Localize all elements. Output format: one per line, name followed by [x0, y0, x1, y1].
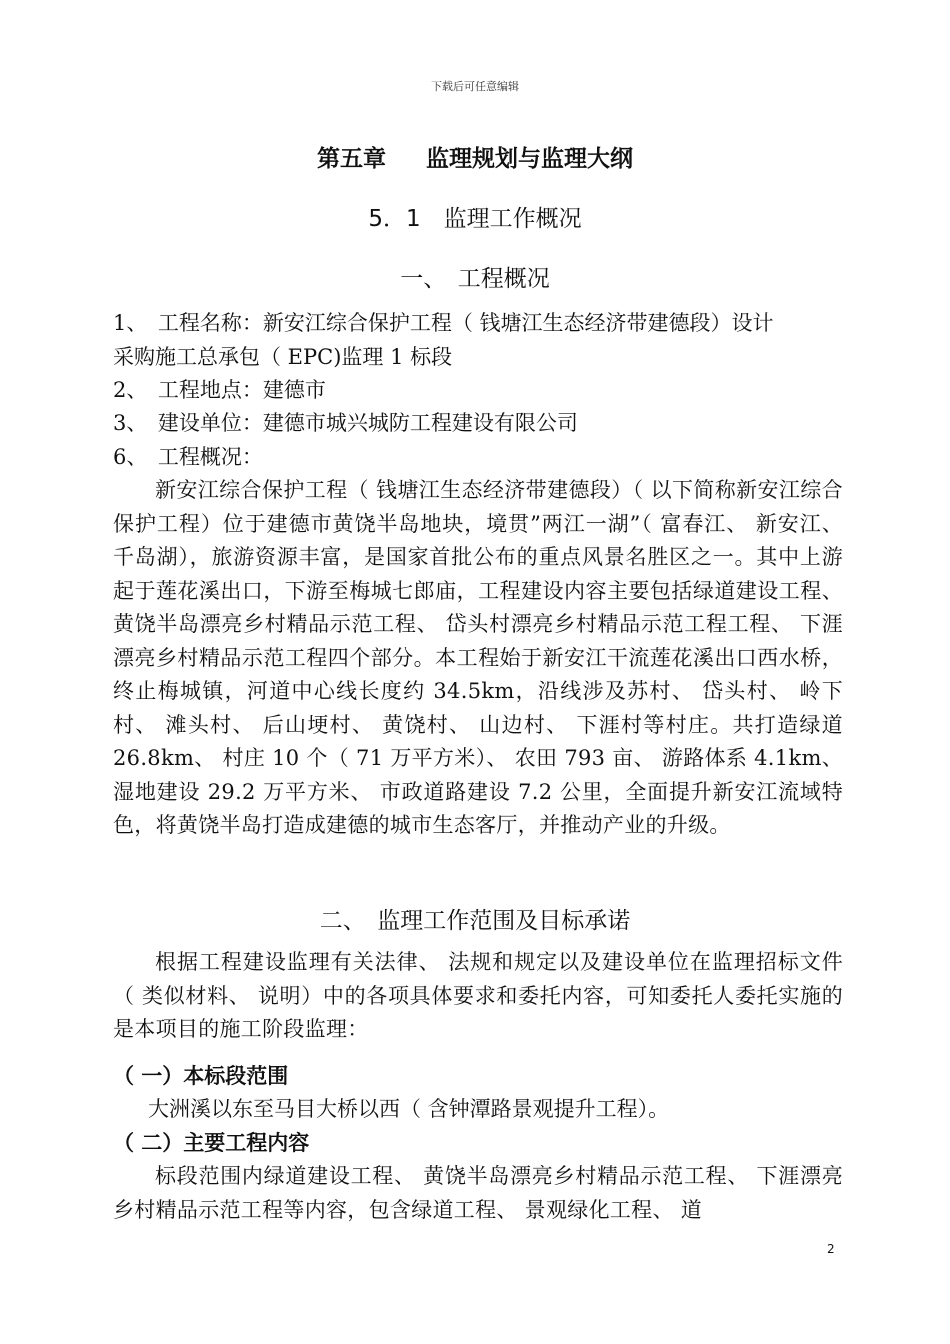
item-overview: 6、 工程概况： — [113, 445, 263, 469]
scope-text: 大洲溪以东至马目大桥以西（ 含钟潭路景观提升工程）。 — [148, 1097, 670, 1121]
chapter-title — [0, 140, 950, 173]
subsection-heading-content: （ 二）主要工程内容 — [113, 1131, 310, 1155]
item-project-location: 2、 工程地点：建德市 — [113, 378, 326, 402]
part2-heading: 二、 监理工作范围及目标承诺 — [319, 908, 631, 934]
scope-paragraph: 根据工程建设监理有关法律、 法规和规定以及建设单位在监理招标文件（ 类似材料、 说明）中的各项具体要求和委托内容，可知委托人委托实施的是本项目的施工阶段监理： — [113, 950, 843, 1041]
subsection-heading-scope: （ 一）本标段范围 — [113, 1064, 289, 1088]
part1-heading: 一、 工程概况 — [400, 266, 550, 292]
item-owner: 3、 建设单位：建德市城兴城防工程建设有限公司 — [113, 411, 578, 435]
section-title: 5．1 监理工作概况 — [368, 206, 582, 232]
item-project-name: 1、 工程名称：新安江综合保护工程（ 钱塘江生态经济带建德段）设计 — [113, 311, 774, 335]
page-header: 下载后可任意编辑 — [431, 80, 519, 93]
content-text: 标段范围内绿道建设工程、 黄饶半岛漂亮乡村精品示范工程、 下涯漂亮乡村精品示范工程等内容，包含绿道工程、 景观绿化工程、 道 — [113, 1164, 843, 1222]
overview-paragraph: 新安江综合保护工程（ 钱塘江生态经济带建德段）（ 以下简称新安江综合保护工程）位于建德市黄饶半岛地块，境贯”两江一湖”（ 富春江、 新安江、 千岛湖），旅游资源丰富，是国家首批公布的重点风景名胜区之一。其中上游起于莲花溪出口，下游至梅城七郎庙，工程建设内容主要包括绿道建设工程、 黄饶半岛漂亮乡村精品示范工程、 岱头村漂亮乡村精品示范工程工程、 下涯漂亮乡村精品示范工程四个部分。本工程始于新安江干流莲花溪出口西水桥，终止梅城镇，河道中心线长度约 34.5km，沿线涉及苏村、 岱头村、 岭下村、 滩头村、 后山埂村、 黄饶村、 山边村、 下涯村等村庄。共打造绿道 26.8km、 村庄 10 个（ 71 万平方米）、 农田 793 亩、 游路体系 4.1km、 湿地建设 29.2 万平方米、 市政道路建设 7.2 公里，全面提升新安江流域特色，将黄饶半岛打造成建德的城市生态客厅，并推动产业的升级。 — [113, 478, 843, 837]
chapter-number: 第五章 — [317, 146, 386, 172]
page-number: 2 — [827, 1242, 835, 1256]
chapter-name: 监理规划与监理大纲 — [426, 146, 633, 172]
item-project-name-cont: 采购施工总承包（ EPC)监理 1 标段 — [113, 345, 453, 369]
